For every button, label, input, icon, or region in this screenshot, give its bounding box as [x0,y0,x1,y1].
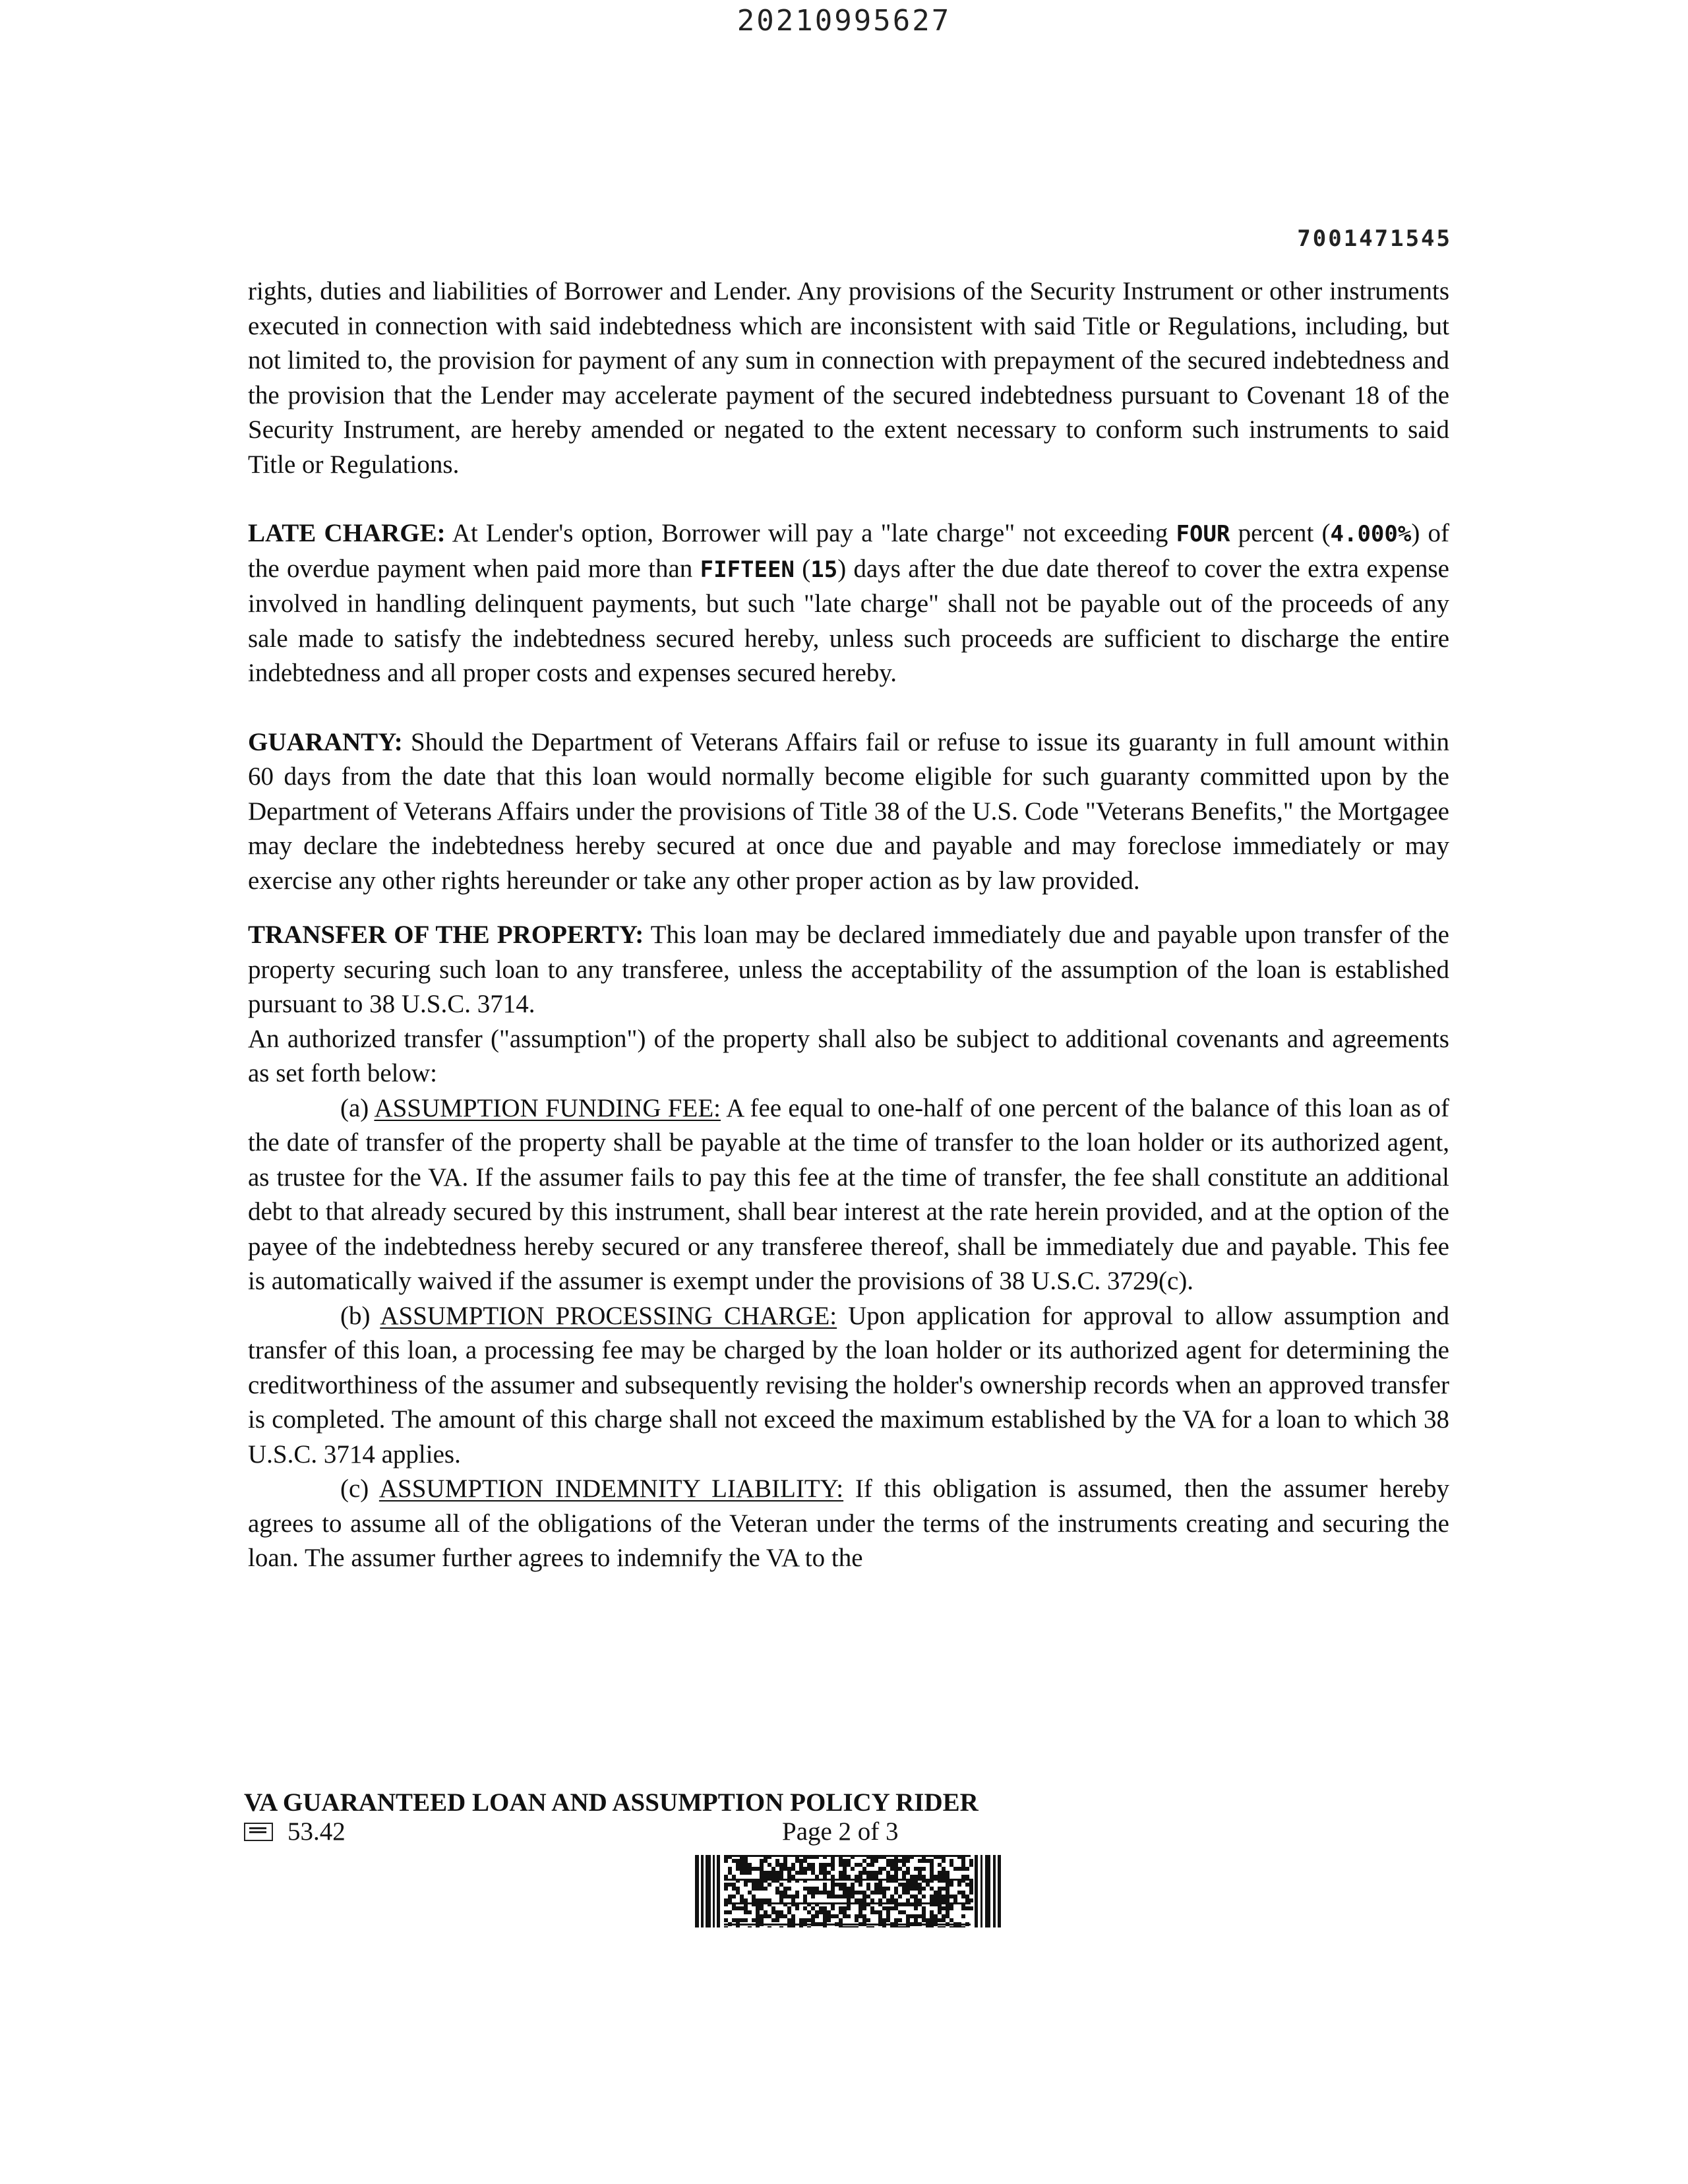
paragraph-late-charge: LATE CHARGE: At Lender's option, Borrower will pay a "late charge" not exceeding FOUR percent (4.000%) of the overdue payment when paid more than FIFTEEN (15) days after the due date thereof to cover the extra expense involved in handling delinquent payments, but such "late charge" shall not be payable out of the proceeds of any sale made to satisfy the indebtedness secured hereby, unless such proceeds are sufficient to discharge the entire indebtedness and all proper costs and expenses secured hereby. [248,519,1449,687]
form-icon [244,1823,273,1841]
late-charge-percent-value: 4.000% [1330,521,1412,547]
form-code: 53.42 [287,1817,346,1846]
late-charge-percent-words: FOUR [1176,521,1230,547]
guaranty-heading: GUARANTY: [248,727,403,756]
late-charge-heading: LATE CHARGE: [248,519,446,547]
rider-title: VA GUARANTEED LOAN AND ASSUMPTION POLICY RIDER [244,1788,979,1817]
paragraph-rights: rights, duties and liabilities of Borrower and Lender. Any provisions of the Security Instrument or other instruments executed in connection with said indebtedness which are inconsistent with said Title or Regulations, including, but not limited to, the provision for payment of any sum in connection with prepayment of the secured indebtedness and the provision that the Lender may accelerate payment of the secured indebtedness pursuant to Covenant 18 of the Security Instrument, are hereby amended or negated to the extent necessary to conform such instruments to said Title or Regulations. [248,277,1449,479]
document-body [248,274,1449,1576]
barcode-icon [695,1855,1001,1927]
item-b-title: ASSUMPTION PROCESSING CHARGE: [380,1301,837,1330]
paragraph-transfer: TRANSFER OF THE PROPERTY: This loan may be declared immediately due and payable upon transfer of the property securing such loan to any transferee, unless the acceptability of the assumption of the loan is established pursuant to 38 U.S.C. 3714. [248,921,1449,1018]
page-number: Page 2 of 3 [782,1817,899,1846]
transfer-heading: TRANSFER OF THE PROPERTY: [248,921,644,949]
paragraph-guaranty: GUARANTY: Should the Department of Veterans Affairs fail or refuse to issue its guaranty in full amount within 60 days from the date that this loan would normally become eligible for such guaranty committed upon by the Department of Veterans Affairs under the provisions of Title 38 of the U.S. Code "Veterans Benefits," the Mortgagee may declare the indebtedness hereby secured at once due and payable and may foreclose immediately or may exercise any other rights hereunder or take any other proper action as by law provided. [248,727,1449,895]
late-charge-days-value: 15 [810,556,838,583]
item-a-funding-fee: (a) ASSUMPTION FUNDING FEE: A fee equal to one-half of one percent of the balance of this loan as of the date of transfer of the property shall be payable at the time of transfer to the loan holder or its authorized agent, as trustee for the VA. If the assumer fails to pay this fee at the time of transfer, the fee shall constitute an additional debt to that already secured by this instrument, shall bear interest at the rate herein provided, and at the option of the payee of the indebtedness hereby secured or any transferee thereof, shall be immediately due and payable. This fee is automatically waived if the assumer is exempt under the provisions of 38 U.S.C. 3729(c). [248,1093,1449,1295]
loan-number: 7001471545 [1297,226,1452,252]
page-footer [244,1788,1035,1846]
item-a-title: ASSUMPTION FUNDING FEE: [374,1093,721,1122]
recording-number: 20210995627 [737,4,951,38]
item-c-title: ASSUMPTION INDEMNITY LIABILITY: [378,1474,844,1503]
item-b-processing-charge: (b) ASSUMPTION PROCESSING CHARGE: Upon application for approval to allow assumption and transfer of this loan, a processing fee may be charged by the loan holder or its authorized agent for determining the creditworthiness of the assumer and subsequently revising the holder's ownership records when an approved transfer is completed. The amount of this charge shall not exceed the maximum established by the VA for a loan to which 38 U.S.C. 3714 applies. [248,1301,1449,1469]
late-charge-days-words: FIFTEEN [700,556,795,583]
paragraph-authorized-transfer: An authorized transfer ("assumption") of the property shall also be subject to additional covenants and agreements as set forth below: [248,1024,1449,1087]
item-c-indemnity-liability: (c) ASSUMPTION INDEMNITY LIABILITY: If this obligation is assumed, then the assumer hereby agrees to assume all of the obligations of the Veteran under the terms of the instruments creating and securing the loan. The assumer further agrees to indemnify the VA to the [248,1474,1449,1572]
